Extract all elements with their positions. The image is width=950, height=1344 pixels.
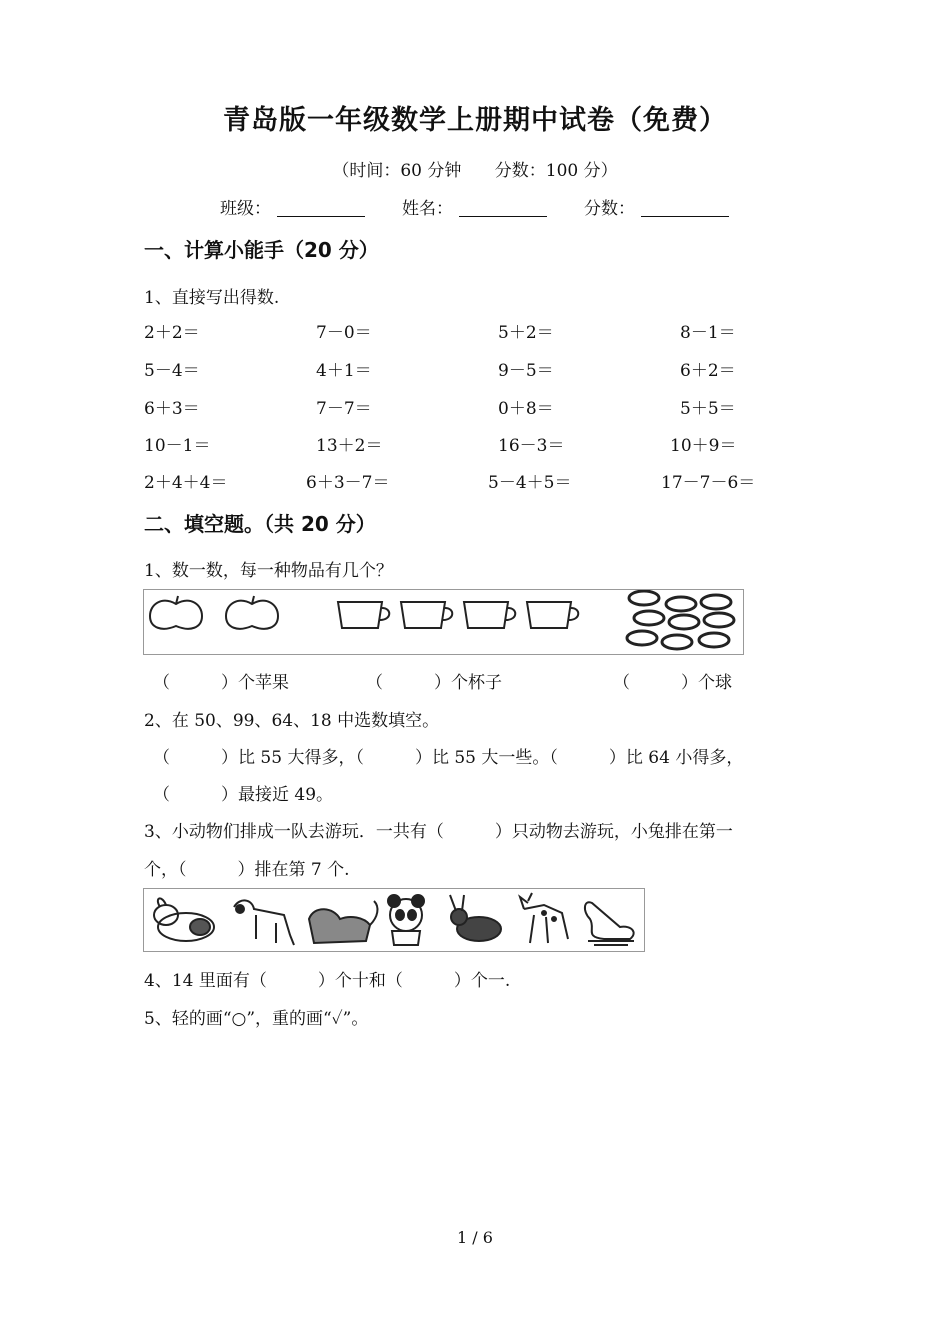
calc-r3-c2: 16－3＝ xyxy=(498,436,565,456)
name-blank[interactable] xyxy=(459,194,547,217)
class-label: 班级： xyxy=(220,199,271,219)
section2-q5: 5、轻的画“○”，重的画“✓”。 xyxy=(144,1009,369,1029)
calc-r3-c0: 10－1＝ xyxy=(144,436,211,456)
calc-r4-c2: 5－4＋5＝ xyxy=(488,473,572,493)
page-number: 1 / 6 xyxy=(457,1228,493,1247)
calc-r1-c3: 6＋2＝ xyxy=(680,361,736,381)
cup-icon xyxy=(527,602,578,628)
total-score: 分数：100 分） xyxy=(494,161,618,181)
bunny-icon xyxy=(450,895,501,941)
page-title: 青岛版一年级数学上册期中试卷（免费） xyxy=(223,105,727,136)
calc-r1-c2: 9－5＝ xyxy=(498,361,554,381)
section2-q2-line1[interactable]: （ ）比 55 大得多，（ ）比 55 大一些。（ ）比 64 小得多， xyxy=(153,748,744,768)
section2-q3-line2[interactable]: 个，（ ）排在第 7 个. xyxy=(144,860,350,880)
calc-r4-c1: 6＋3－7＝ xyxy=(306,473,390,493)
section1-heading: 一、计算小能手（20 分） xyxy=(144,238,379,262)
panda-icon xyxy=(388,895,424,945)
ball-answer[interactable]: （ ）个球 xyxy=(613,673,732,693)
calc-r3-c3: 10＋9＝ xyxy=(670,436,737,456)
calc-r1-c0: 5－4＝ xyxy=(144,361,200,381)
section2-q2: 2、在 50、99、64、18 中选数填空。 xyxy=(144,711,440,731)
cat-icon xyxy=(309,901,377,943)
section2-q1: 1、数一数，每一种物品有几个？ xyxy=(144,561,393,581)
score-blank[interactable] xyxy=(641,194,729,217)
apple-icon xyxy=(226,596,278,629)
calc-r4-c3: 17－7－6＝ xyxy=(661,473,756,493)
counting-picture xyxy=(143,589,744,655)
time-limit: （时间：60 分钟 xyxy=(332,161,462,181)
score-label: 分数： xyxy=(584,199,635,219)
calc-r2-c2: 0＋8＝ xyxy=(498,399,554,419)
calc-r2-c3: 5＋5＝ xyxy=(680,399,736,419)
section2-q2-line2[interactable]: （ ）最接近 49。 xyxy=(153,785,334,805)
animals-picture xyxy=(143,888,645,952)
cup-icon xyxy=(464,602,515,628)
dog-icon xyxy=(234,900,294,945)
cup-icon xyxy=(338,602,389,628)
section2-q4[interactable]: 4、14 里面有（ ）个十和（ ）个一. xyxy=(144,971,511,991)
animals-illustration xyxy=(144,889,644,951)
swan-icon xyxy=(585,902,634,945)
calc-r2-c0: 6＋3＝ xyxy=(144,399,200,419)
calc-r0-c0: 2＋2＝ xyxy=(144,323,200,343)
calc-r0-c3: 8－1＝ xyxy=(680,323,736,343)
cup-icon xyxy=(401,602,452,628)
ball-icon xyxy=(627,591,734,649)
cup-answer[interactable]: （ ）个杯子 xyxy=(366,673,502,693)
calc-r1-c1: 4＋1＝ xyxy=(316,361,372,381)
apple-answer[interactable]: （ ）个苹果 xyxy=(153,673,289,693)
counting-illustration xyxy=(144,590,743,654)
exam-meta xyxy=(0,156,950,181)
section1-q1: 1、直接写出得数. xyxy=(144,288,280,308)
calc-r4-c0: 2＋4＋4＝ xyxy=(144,473,228,493)
section2-heading: 二、填空题。（共 20 分） xyxy=(144,512,376,536)
calc-r0-c1: 7－0＝ xyxy=(316,323,372,343)
calc-r3-c1: 13＋2＝ xyxy=(316,436,383,456)
class-blank[interactable] xyxy=(277,194,365,217)
deer-icon xyxy=(520,893,568,943)
apple-icon xyxy=(150,596,202,629)
rabbit-icon xyxy=(154,898,214,941)
section2-q3-line1[interactable]: 3、小动物们排成一队去游玩．一共有（ ）只动物去游玩，小兔排在第一 xyxy=(144,822,733,842)
calc-r0-c2: 5＋2＝ xyxy=(498,323,554,343)
calc-r2-c1: 7－7＝ xyxy=(316,399,372,419)
name-label: 姓名： xyxy=(402,199,453,219)
